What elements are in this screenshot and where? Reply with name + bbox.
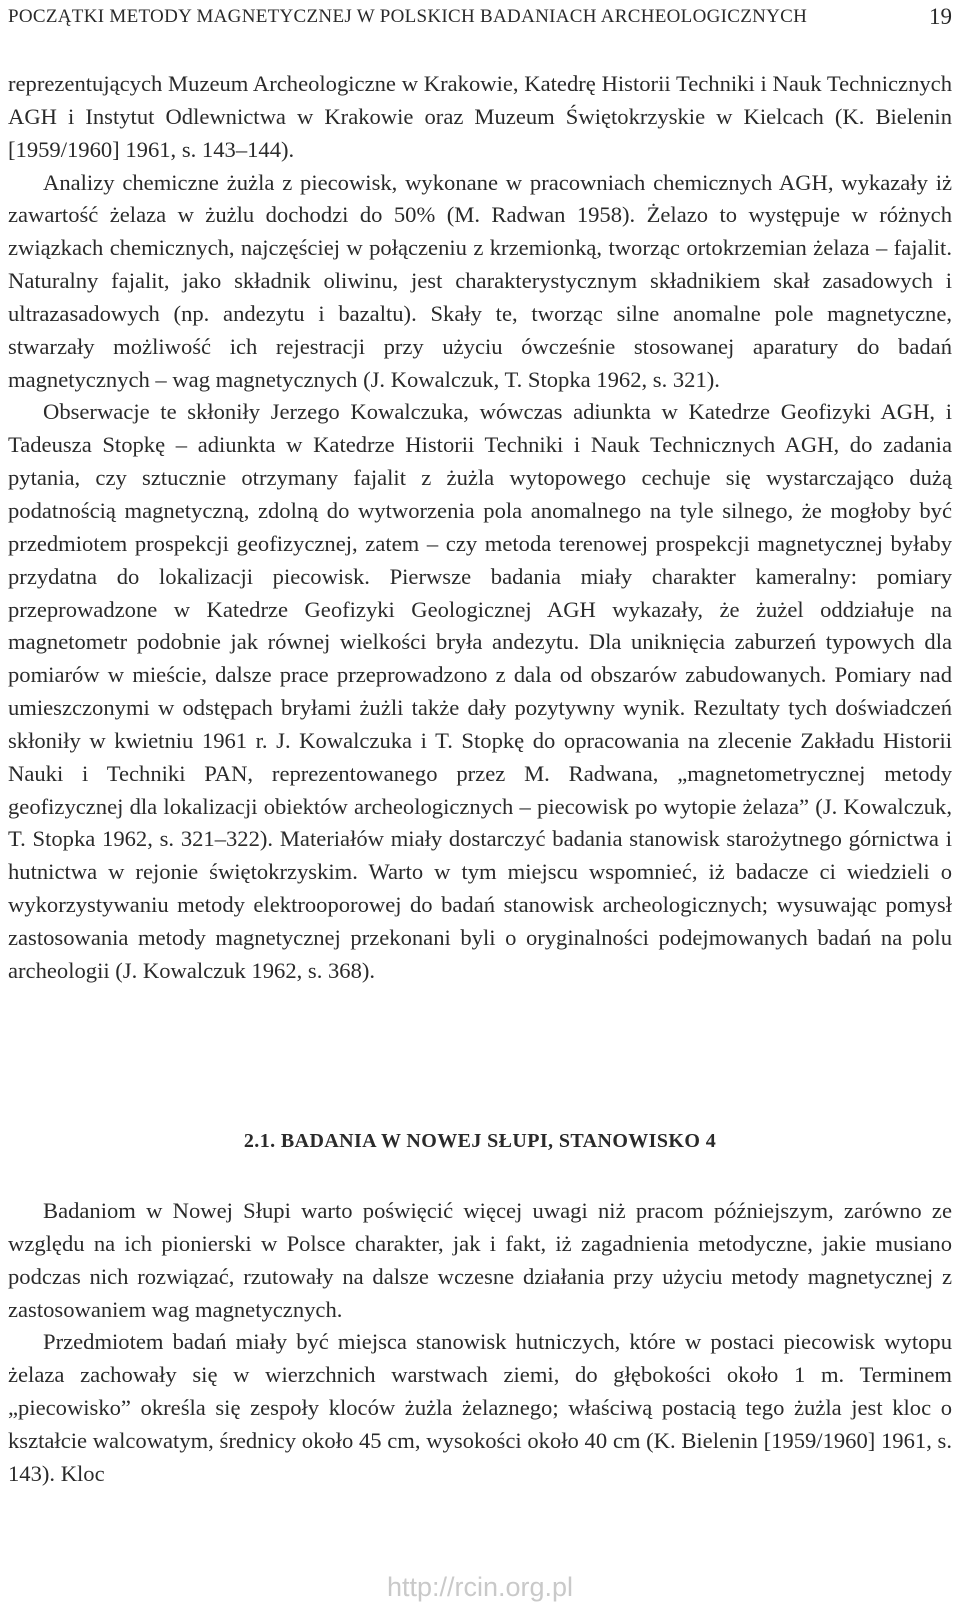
main-text <box>8 68 952 988</box>
running-header <box>8 2 952 32</box>
running-title: POCZĄTKI METODY MAGNETYCZNEJ W POLSKICH BADANIACH ARCHEOLOGICZNYCH <box>8 6 808 27</box>
paragraph-continuation: reprezentujących Muzeum Archeologiczne w Krakowie, Katedrę Historii Techniki i Nauk Technicznych AGH i Instytut Odlewnictwa w Krakowie oraz Muzeum Świętokrzyskie w Kielcach (K. Bielenin [1959/1960] 1961, s. 143–144). <box>8 71 952 162</box>
section-heading: 2.1. BADANIA W NOWEJ SŁUPI, STANOWISKO 4 <box>243 1130 717 1152</box>
paragraph-research-subject: Przedmiotem badań miały być miejsca stanowisk hutniczych, które w postaci piecowisk wytopu żelaza zachowały się w wierzchnich warstwach ziemi, do głębokości około 1 m. Terminem „piecowisko” określa się zespoły kloców żużla żelaznego; właściwą postacią tego żużla jest kloc o kształcie walcowatym, średnicy około 45 cm, wysokości około 40 cm (K. Bielenin [1959/1960] 1961, s. 143). Kloc <box>8 1329 952 1486</box>
paragraph-chemical-analysis: Analizy chemiczne żużla z piecowisk, wykonane w pracowniach chemicznych AGH, wykazały iż zawartość żelaza w żużlu dochodzi do 50% (M. Radwan 1958). Żelazo to występuje w różnych związkach chemicznych, najczęściej w połączeniu z krzemionką, tworząc ortokrzemian żelaza – fajalit. Naturalny fajalit, jako składnik oliwinu, jest charakterystycznym składnikiem skał zasadowych i ultrazasadowych (np. andezytu i bazaltu). Skały te, tworząc silne anomalne pole magnetyczne, stwarzały możliwość ich rejestracji przy użyciu ówcześnie stosowanej aparatury do badań magnetycznych – wag magnetycznych (J. Kowalczuk, T. Stopka 1962, s. 321). <box>8 169 952 392</box>
watermark-url: http://rcin.org.pl <box>386 1572 574 1602</box>
section-text <box>8 1195 952 1491</box>
paragraph-observations: Obserwacje te skłoniły Jerzego Kowalczuka, wówczas adiunkta w Katedrze Geofizyki AGH, i Tadeusza Stopkę – adiunkta w Katedrze Historii Techniki i Nauk Technicznych AGH, do zadania pytania, czy sztucznie otrzymany fajalit z żużla wytopowego cechuje się wystarczająco dużą podatnością magnetyczną, zdolną do wytworzenia pola anomalnego na tyle silnego, że mogłoby być przedmiotem prospekcji geofizycznej, zatem – czy metoda terenowej prospekcji magnetycznej byłaby przydatna do lokalizacji piecowisk. Pierwsze badania miały charakter kameralny: pomiary przeprowadzone w Katedrze Geofizyki Geologicznej AGH wykazały, że żużel oddziałuje na magnetometr podobnie jak równej wielkości bryła andezytu. Dla uniknięcia zaburzeń typowych dla pomiarów w mieście, dalsze prace przeprowadzono z dala od obszarów zabudowanych. Pomiary nad umieszczonymi w odstępach bryłami żużli także dały pozytywny wynik. Rezultaty tych doświadczeń skłoniły w kwietniu 1961 r. J. Kowalczuka i T. Stopkę do opracowania na zlecenie Zakładu Historii Nauki i Techniki PAN, reprezentowanego przez M. Radwana, „magnetometrycznej metody geofizycznej dla lokalizacji obiektów archeologicznych – piecowisk po wytopie żelaza” (J. Kowalczuk, T. Stopka 1962, s. 321–322). Materiałów miały dostarczyć badania stanowisk starożytnego górnictwa i hutnictwa w rejonie świętokrzyskim. Warto w tym miejscu wspomnieć, iż badacze ci wiedzieli o wykorzystywaniu metody elektrooporowej do badań stanowisk archeologicznych; wysuwając pomysł zastosowania metody magnetycznej przekonani byli o oryginalności podejmowanych badań na polu archeologii (J. Kowalczuk 1962, s. 368). <box>8 399 952 983</box>
page-number: 19 <box>929 4 952 29</box>
paragraph-nowa-slupia-intro: Badaniom w Nowej Słupi warto poświęcić więcej uwagi niż pracom późniejszym, zarówno ze względu na ich pionierski w Polsce charakter, jak i fakt, iż zagadnienia metodyczne, jakie musiano podczas nich rozwiązać, rzutowały na dalsze wczesne działania przy użyciu metody magnetycznej z zastosowaniem wag magnetycznych. <box>8 1198 952 1322</box>
